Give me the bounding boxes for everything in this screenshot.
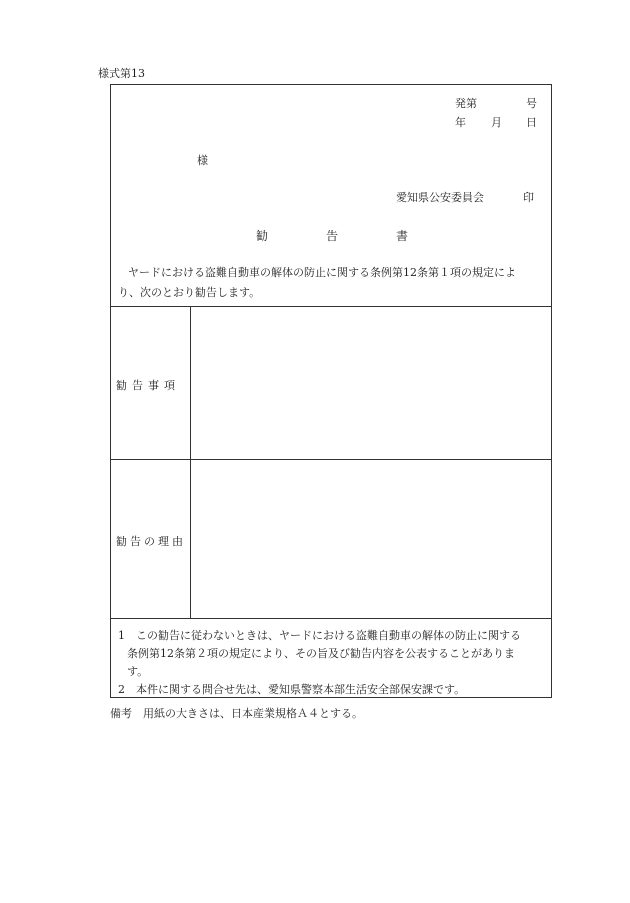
note-line-2: 条例第12条第２項の規定により、その旨及び勧告内容を公表することがありま [127,647,515,660]
issuer-name: 愛知県公安委員会 [396,191,484,204]
divider-notes [110,618,552,619]
recommendation-reason-label: 勧告の理由 [116,535,186,548]
addressee-suffix: 様 [197,154,208,167]
recommendation-items-label: 勧告事項 [116,379,180,392]
recommendation-reason-field [196,465,546,613]
divider-rows [110,459,552,460]
recommendation-items-field [196,312,546,452]
label-column-divider [190,306,191,618]
remark-text: 備考 用紙の大きさは、日本産業規格Ａ４とする。 [110,707,363,720]
note-line-1: 1 この勧告に従わないときは、ヤードにおける盗難自動車の解体の防止に関する [118,629,521,642]
document-title-char-3: 書 [396,229,409,243]
issue-number-suffix: 号 [526,97,537,110]
issue-number-label: 発第 [455,97,477,110]
note-line-3: す。 [127,665,149,678]
note-line-4: 2 本件に関する問合せ先は、愛知県警察本部生活安全部保安課です。 [118,683,466,696]
document-title-char-2: 告 [326,229,339,243]
form-number-label: 様式第13 [98,67,145,80]
date-day-label: 日 [526,116,537,129]
date-month-label: 月 [491,116,502,129]
intro-text-line-2: り、次のとおり勧告します。 [118,286,261,299]
divider-header [110,306,552,307]
intro-text-line-1: ヤードにおける盗難自動車の解体の防止に関する条例第12条第１項の規定によ [128,266,516,279]
date-year-label: 年 [455,116,466,129]
document-title-char-1: 勧 [256,229,269,243]
seal-mark: 印 [523,191,534,204]
